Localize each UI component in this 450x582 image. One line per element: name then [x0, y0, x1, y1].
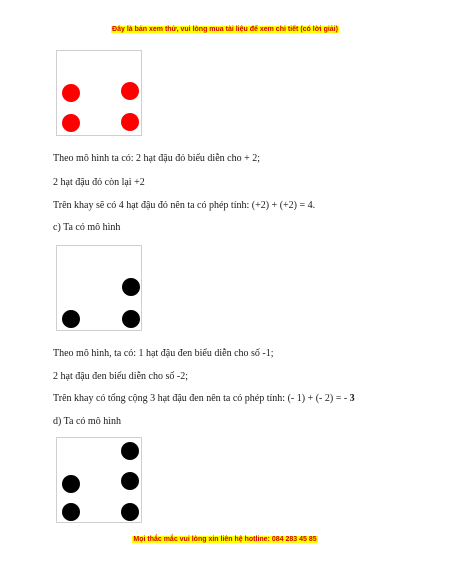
bean-tray-black-3	[56, 245, 142, 331]
section-heading-d: d) Ta có mô hình	[53, 416, 121, 427]
calculation-line	[53, 393, 355, 405]
black-bean	[122, 278, 140, 296]
red-bean	[121, 82, 139, 100]
preview-notice-text: Đây là bản xem thử, vui lòng mua tài liệu để xem chi tiết (có lời giải)	[112, 26, 338, 33]
black-bean	[121, 472, 139, 490]
black-bean	[121, 442, 139, 460]
explanation-line: 2 hạt đậu đỏ còn lại +2	[53, 177, 145, 188]
black-bean	[121, 503, 139, 521]
calculation-result: 3	[349, 393, 355, 404]
calculation-text: Trên khay có tổng cộng 3 hạt đậu đen nên ta có phép tính: (- 1) + (- 2) = -	[53, 393, 350, 404]
section-heading-c: c) Ta có mô hình	[53, 222, 121, 233]
explanation-line: Theo mô hình ta có: 2 hạt đậu đỏ biểu diễn cho + 2;	[53, 153, 260, 164]
explanation-line: Theo mô hình, ta có: 1 hạt đậu đen biểu diễn cho số -1;	[53, 348, 274, 359]
red-bean	[62, 114, 80, 132]
preview-notice-banner	[0, 26, 450, 33]
bean-tray-red	[56, 50, 142, 136]
hotline-text: Mọi thắc mắc vui lòng xin liên hệ hotline: 084 283 45 85	[133, 536, 317, 543]
black-bean	[62, 310, 80, 328]
hotline-banner	[0, 536, 450, 543]
bean-tray-black-5	[56, 437, 142, 523]
red-bean	[121, 113, 139, 131]
black-bean	[122, 310, 140, 328]
explanation-line: 2 hạt đậu đen biểu diễn cho số -2;	[53, 371, 188, 382]
black-bean	[62, 475, 80, 493]
black-bean	[62, 503, 80, 521]
red-bean	[62, 84, 80, 102]
calculation-line: Trên khay sẽ có 4 hạt đậu đỏ nên ta có phép tính: (+2) + (+2) = 4.	[53, 200, 316, 211]
